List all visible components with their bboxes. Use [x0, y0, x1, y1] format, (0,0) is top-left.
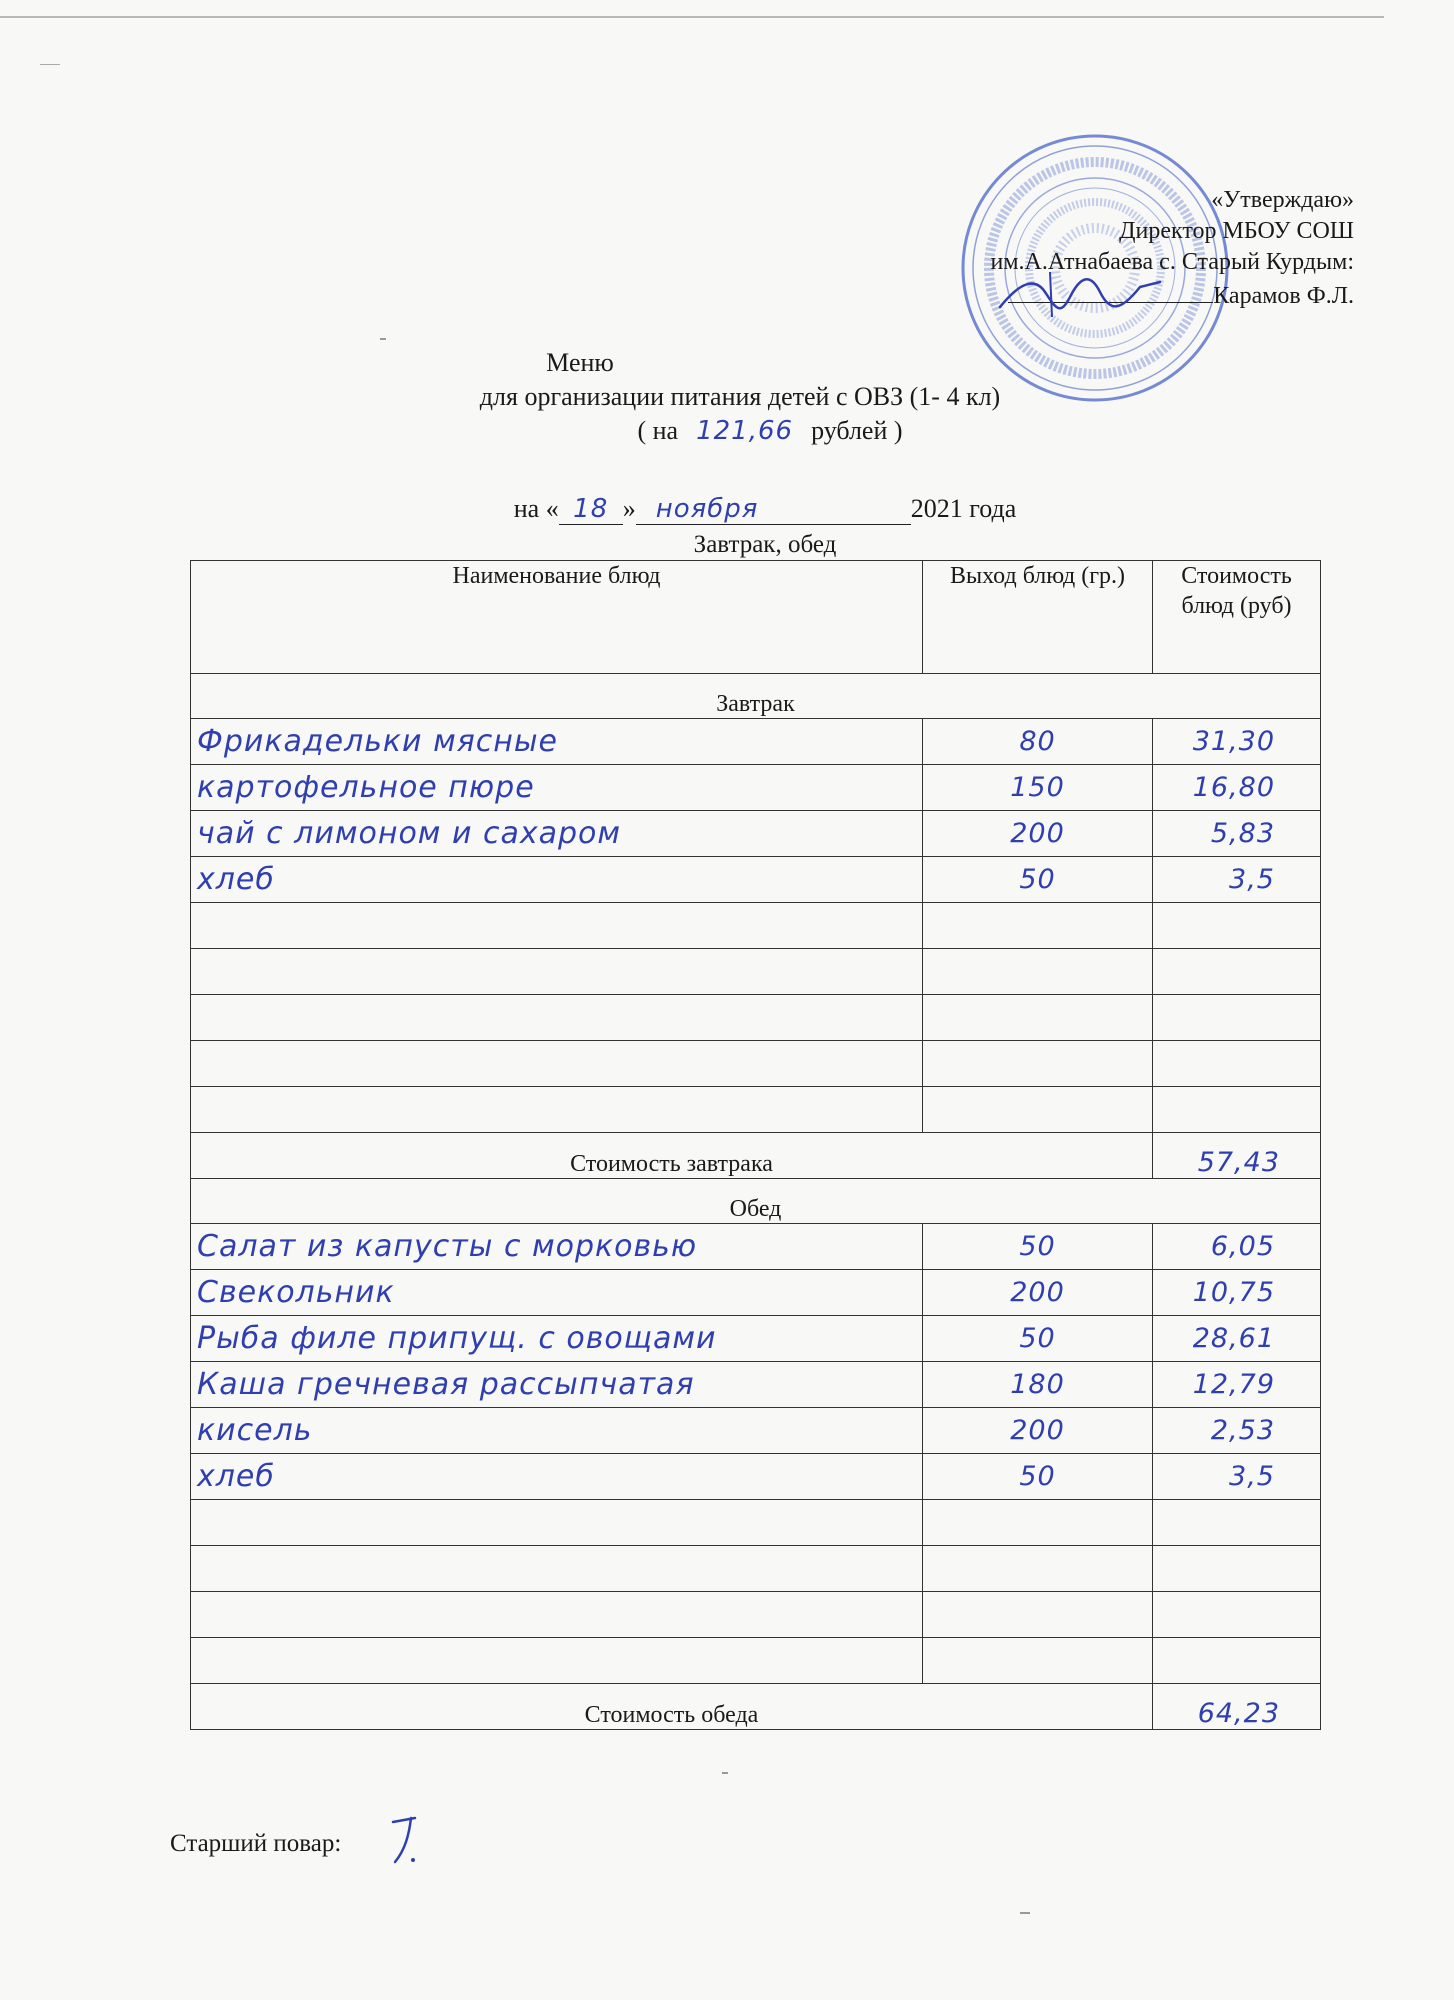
dish-output: 200 [923, 811, 1153, 857]
date-suffix: 2021 года [910, 494, 1017, 523]
scan-edge [0, 16, 1384, 18]
date-prefix: на « [513, 494, 559, 523]
table-row [191, 719, 1321, 765]
dish-name [191, 949, 923, 995]
dish-output [923, 995, 1153, 1041]
dish-cost [1153, 995, 1321, 1041]
breakfast-label: Завтрак [191, 674, 1321, 719]
dish-output [923, 1592, 1153, 1638]
dish-cost: 16,80 [1153, 765, 1321, 811]
dish-output: 50 [923, 1454, 1153, 1500]
header-output: Выход блюд (гр.) [923, 561, 1153, 674]
dish-name: Каша гречневая рассыпчатая [191, 1362, 923, 1408]
table-row [191, 857, 1321, 903]
lunch-rows [191, 1224, 1321, 1684]
dish-cost [1153, 1546, 1321, 1592]
dish-name: Свекольник [191, 1270, 923, 1316]
doc-date-line [480, 494, 1050, 525]
breakfast-total-value: 57,43 [1153, 1133, 1321, 1179]
table-row [191, 1638, 1321, 1684]
dish-cost: 31,30 [1153, 719, 1321, 765]
breakfast-total-label: Стоимость завтрака [191, 1133, 1153, 1179]
approval-title: «Утверждаю» [1211, 187, 1354, 213]
scan-speck [380, 338, 386, 340]
scan-mark [40, 64, 60, 65]
dish-cost: 3,5 [1153, 1454, 1321, 1500]
dish-output: 150 [923, 765, 1153, 811]
dish-cost: 2,53 [1153, 1408, 1321, 1454]
dish-name [191, 1500, 923, 1546]
dish-name [191, 903, 923, 949]
dish-cost [1153, 1500, 1321, 1546]
dish-cost [1153, 949, 1321, 995]
dish-name [191, 1087, 923, 1133]
table-row [191, 1316, 1321, 1362]
dish-name: кисель [191, 1408, 923, 1454]
dish-name: хлеб [191, 857, 923, 903]
table-row [191, 995, 1321, 1041]
menu-table [190, 560, 1321, 1730]
dish-name: хлеб [191, 1454, 923, 1500]
amount-suffix: рублей ) [811, 416, 903, 445]
dish-name [191, 1592, 923, 1638]
dish-name: Салат из капусты с морковью [191, 1224, 923, 1270]
dish-name: Рыба филе припущ. с овощами [191, 1316, 923, 1362]
dish-cost [1153, 1638, 1321, 1684]
lunch-total-value: 64,23 [1153, 1684, 1321, 1730]
dish-cost: 28,61 [1153, 1316, 1321, 1362]
dish-cost: 12,79 [1153, 1362, 1321, 1408]
doc-title: Меню [546, 348, 614, 377]
dish-name: чай с лимоном и сахаром [191, 811, 923, 857]
dish-cost [1153, 1087, 1321, 1133]
section-lunch [191, 1179, 1321, 1224]
table-row [191, 903, 1321, 949]
dish-cost: 6,05 [1153, 1224, 1321, 1270]
table-row [191, 1546, 1321, 1592]
dish-cost: 5,83 [1153, 811, 1321, 857]
dish-cost [1153, 903, 1321, 949]
date-mid: » [622, 494, 636, 523]
lunch-total-row [191, 1684, 1321, 1730]
meals-label: Завтрак, обед [693, 531, 837, 558]
dish-name: Фрикадельки мясные [191, 719, 923, 765]
cook-signature [385, 1810, 435, 1870]
breakfast-rows [191, 719, 1321, 1133]
table-row [191, 1041, 1321, 1087]
dish-output: 50 [923, 857, 1153, 903]
table-row [191, 1592, 1321, 1638]
director-signature [990, 262, 1170, 332]
table-header [191, 561, 1321, 674]
breakfast-total-row [191, 1133, 1321, 1179]
header-name: Наименование блюд [191, 561, 923, 674]
doc-subtitle: для организации питания детей с ОВЗ (1- 4 кл) [479, 382, 1001, 411]
date-month: ноября [636, 494, 911, 525]
dish-name [191, 1041, 923, 1087]
lunch-label: Обед [191, 1179, 1321, 1224]
table-row [191, 811, 1321, 857]
dish-output: 200 [923, 1408, 1153, 1454]
dish-name: картофельное пюре [191, 765, 923, 811]
table-row [191, 1362, 1321, 1408]
dish-cost: 10,75 [1153, 1270, 1321, 1316]
table-row [191, 1408, 1321, 1454]
table-row [191, 949, 1321, 995]
dish-output: 180 [923, 1362, 1153, 1408]
dish-output [923, 1041, 1153, 1087]
dish-name [191, 1638, 923, 1684]
dish-output: 200 [923, 1270, 1153, 1316]
dish-cost: 3,5 [1153, 857, 1321, 903]
date-day: 18 [559, 494, 623, 525]
dish-output [923, 949, 1153, 995]
amount-value: 121,66 [696, 416, 794, 446]
dish-output [923, 903, 1153, 949]
dish-output: 80 [923, 719, 1153, 765]
table-row [191, 1500, 1321, 1546]
section-breakfast [191, 674, 1321, 719]
table-row [191, 1270, 1321, 1316]
table-row [191, 1087, 1321, 1133]
table-row [191, 765, 1321, 811]
approval-name: Карамов Ф.Л. [1213, 283, 1354, 309]
dish-output: 50 [923, 1224, 1153, 1270]
scan-speck [1020, 1912, 1030, 1914]
approval-school: им.А.Атнабаева с. Старый Курдым: [990, 249, 1354, 275]
table-row [191, 1224, 1321, 1270]
amount-prefix: ( на [637, 416, 679, 445]
dish-output [923, 1638, 1153, 1684]
lunch-total-label: Стоимость обеда [191, 1684, 1153, 1730]
scan-speck [722, 1772, 728, 1774]
dish-output [923, 1087, 1153, 1133]
dish-name [191, 1546, 923, 1592]
dish-cost [1153, 1041, 1321, 1087]
dish-name [191, 995, 923, 1041]
doc-amount-line [560, 416, 980, 446]
dish-cost [1153, 1592, 1321, 1638]
cook-label: Старший повар: [170, 1830, 342, 1857]
header-cost: Стоимость блюд (руб) [1153, 561, 1321, 674]
dish-output: 50 [923, 1316, 1153, 1362]
dish-output [923, 1500, 1153, 1546]
approval-position: Директор МБОУ СОШ [1119, 218, 1354, 244]
dish-output [923, 1546, 1153, 1592]
table-row [191, 1454, 1321, 1500]
